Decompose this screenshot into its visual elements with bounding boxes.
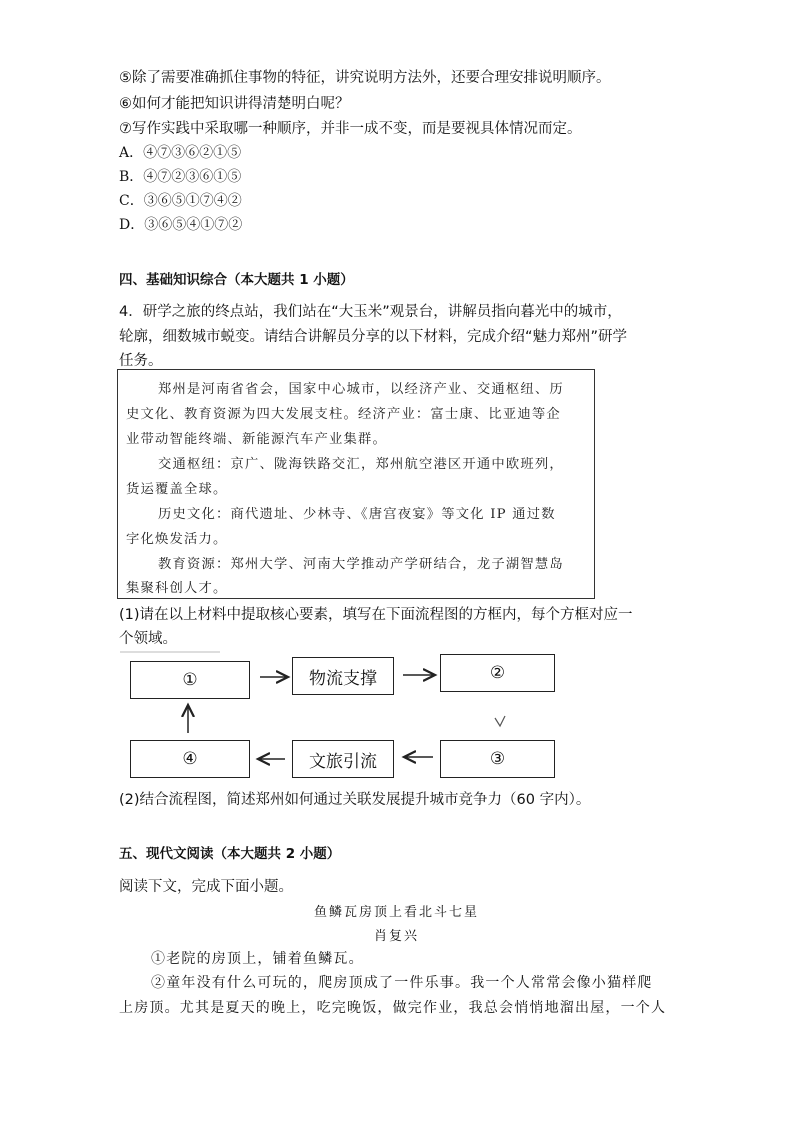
sub-question-1-line-2: 个领域。: [119, 631, 177, 647]
material-line: 史文化、教育资源为四大发展支柱。经济产业：富士康、比亚迪等企: [126, 407, 561, 422]
flow-box-3: ③: [440, 740, 555, 778]
stray-mark: [495, 716, 505, 726]
flow-box-tourism: 文旅引流: [292, 740, 394, 778]
article-title: 鱼鳞瓦房顶上看北斗七星: [313, 905, 479, 920]
paragraph-2-line-1: ②童年没有什么可玩的，爬房顶成了一件乐事。我一个人常常会像小猫样爬: [151, 975, 653, 991]
option-c[interactable]: C．③⑥⑤①⑦④②: [119, 193, 242, 209]
flow-box-logistics: 物流支撑: [292, 657, 394, 695]
sub-question-2: (2)结合流程图，简述郑州如何通过关联发展提升城市竞争力（60 字内）。: [119, 792, 591, 808]
sentence-5: ⑤除了需要准确抓住事物的特征，讲究说明方法外，还要合理安排说明顺序。: [119, 70, 611, 86]
material-line: 历史文化：商代遗址、少林寺、《唐宫夜宴》等文化 IP 通过数: [158, 507, 556, 522]
material-line: 字化焕发活力。: [126, 532, 228, 547]
material-line: 教育资源：郑州大学、河南大学推动产学研结合，龙子湖智慧岛: [158, 557, 564, 572]
question-4-line-2: 轮廓，细数城市蜕变。请结合讲解员分享的以下材料，完成介绍“魅力郑州”研学: [119, 329, 628, 345]
option-b[interactable]: B．④⑦②③⑥①⑤: [119, 169, 242, 185]
sentence-7: ⑦写作实践中采取哪一种顺序，并非一成不变，而是要视具体情况而定。: [119, 121, 582, 137]
option-a[interactable]: A．④⑦③⑥②①⑤: [119, 145, 242, 161]
paragraph-2-line-2: 上房顶。尤其是夏天的晚上，吃完晚饭，做完作业，我总会悄悄地溜出屋，一个人: [119, 1000, 667, 1016]
flow-box-1: ①: [130, 661, 250, 699]
question-4-line-3: 任务。: [119, 353, 163, 369]
material-line: 货运覆盖全球。: [126, 482, 228, 497]
article-author: 肖复兴: [373, 929, 419, 944]
material-line: 业带动智能终端、新能源汽车产业集群。: [126, 432, 387, 447]
section-4-title: 四、基础知识综合（本大题共 1 小题）: [119, 272, 354, 288]
paragraph-1: ①老院的房顶上，铺着鱼鳞瓦。: [151, 951, 364, 967]
question-4-line-1: 4．研学之旅的终点站，我们站在“大玉米”观景台，讲解员指向暮光中的城市，: [119, 304, 622, 320]
section-5-title: 五、现代文阅读（本大题共 2 小题）: [119, 846, 341, 862]
material-line: 交通枢纽：京广、陇海铁路交汇，郑州航空港区开通中欧班列，: [158, 457, 564, 472]
material-line: 集聚科创人才。: [126, 581, 228, 596]
reading-intro: 阅读下文，完成下面小题。: [119, 879, 293, 895]
option-d[interactable]: D．③⑥⑤④①⑦②: [119, 217, 243, 233]
flow-box-2: ②: [440, 654, 555, 692]
sub-question-1-line-1: (1)请在以上材料中提取核心要素，填写在下面流程图的方框内，每个方框对应一: [119, 607, 633, 623]
flow-box-4: ④: [130, 740, 250, 778]
sentence-6: ⑥如何才能把知识讲得清楚明白呢？: [119, 96, 350, 112]
material-line: 郑州是河南省省会，国家中心城市，以经济产业、交通枢纽、历: [158, 382, 564, 397]
